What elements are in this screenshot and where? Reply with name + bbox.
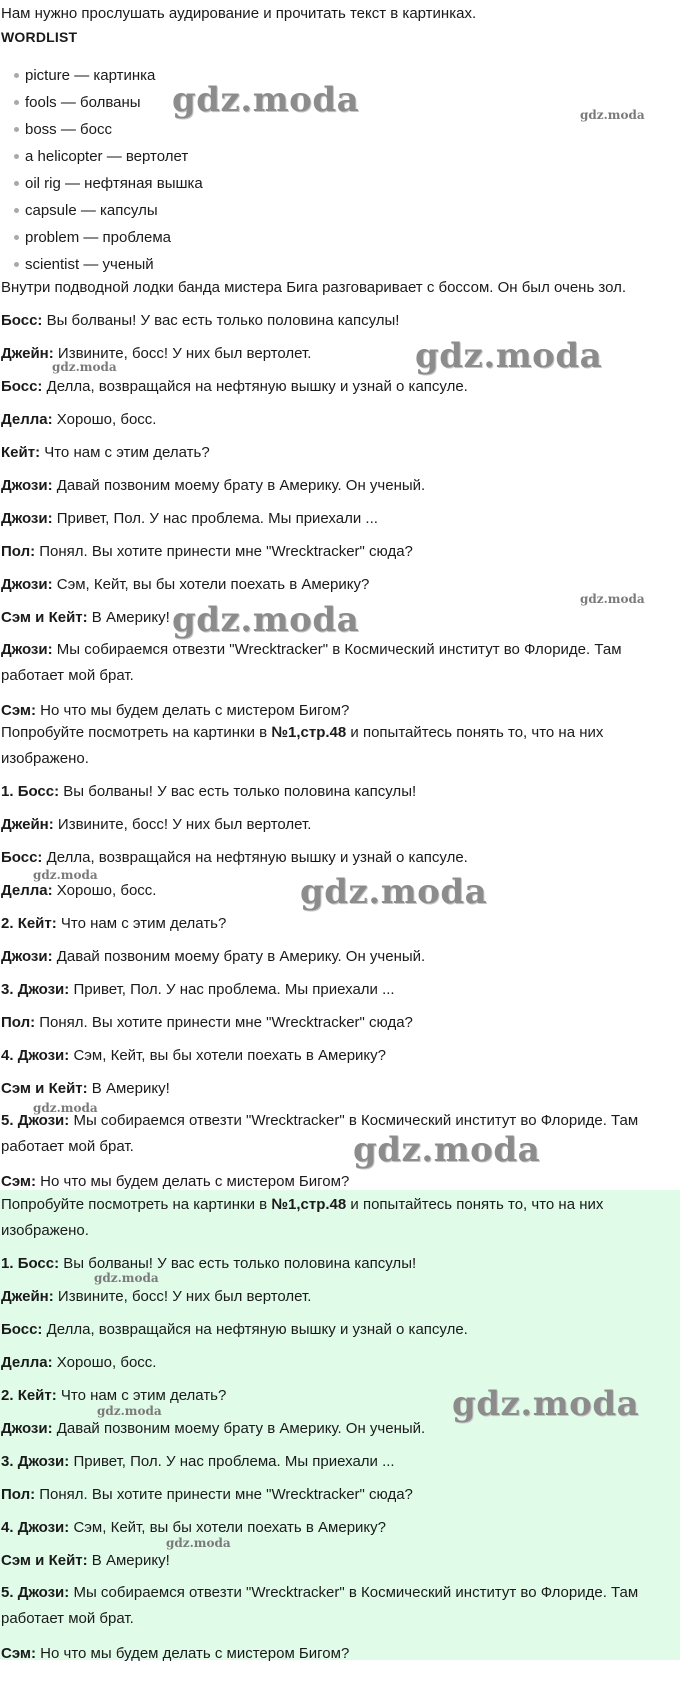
wordlist-item: oil rig — нефтяная вышка [14, 175, 203, 193]
dialogue-line: Пол: Понял. Вы хотите принести мне "Wrecktracker" сюда? [1, 543, 413, 560]
repeat-line: Пол: Понял. Вы хотите принести мне "Wrecktracker" сюда? [1, 1486, 413, 1503]
instruction-text-repeat: Попробуйте посмотреть на картинки в №1,стр.48 и попытайтесь понять то, что на них изображено. [1, 1196, 604, 1239]
numbered-line: Пол: Понял. Вы хотите принести мне "Wrecktracker" сюда? [1, 1014, 413, 1031]
dialogue-line: Сэм: Но что мы будем делать с мистером Бигом? [1, 702, 350, 719]
repeat-line: Сэм и Кейт: В Америку! [1, 1552, 170, 1569]
repeat-line: 5. Джози: Мы собираемся отвезти "Wrecktracker" в Космический институт во Флориде. Там работает мой брат. [1, 1584, 639, 1627]
watermark-logo: gdz.moda [452, 1384, 640, 1424]
numbered-line: Джейн: Извините, босс! У них был вертолет. [1, 816, 312, 833]
wordlist-item: boss — босс [14, 121, 112, 139]
dialogue-line: Кейт: Что нам с этим делать? [1, 444, 210, 461]
dialogue-line: Джози: Давай позвоним моему брату в Америку. Он ученый. [1, 477, 426, 494]
numbered-line: 4. Джози: Сэм, Кейт, вы бы хотели поехать в Америку? [1, 1047, 386, 1064]
watermark-logo: gdz.moda [172, 80, 360, 120]
repeat-line: Сэм: Но что мы будем делать с мистером Бигом? [1, 1645, 350, 1662]
wordlist-item: fools — болваны [14, 94, 141, 112]
repeat-line: Джейн: Извините, босс! У них был вертолет. [1, 1288, 312, 1305]
numbered-line: Джози: Давай позвоним моему брату в Америку. Он ученый. [1, 948, 426, 965]
dialogue-line: Джози: Мы собираемся отвезти "Wrecktracker" в Космический институт во Флориде. Там работает мой брат. [1, 641, 622, 684]
story-narration: Внутри подводной лодки банда мистера Бига разговаривает с боссом. Он был очень зол. [1, 279, 627, 296]
instruction-text: Попробуйте посмотреть на картинки в №1,стр.48 и попытайтесь понять то, что на них изображено. [1, 724, 604, 767]
dialogue-line: Джози: Сэм, Кейт, вы бы хотели поехать в Америку? [1, 576, 370, 593]
bullet-icon [14, 208, 19, 213]
bullet-icon [14, 154, 19, 159]
watermark-logo: gdz.moda [300, 872, 488, 912]
bullet-icon [14, 181, 19, 186]
repeat-line: Джози: Давай позвоним моему брату в Америку. Он ученый. [1, 1420, 426, 1437]
dialogue-line: Джейн: Извините, босс! У них был вертолет. [1, 345, 312, 362]
numbered-line: 3. Джози: Привет, Пол. У нас проблема. Мы приехали ... [1, 981, 395, 998]
numbered-line: Сэм: Но что мы будем делать с мистером Бигом? [1, 1173, 350, 1190]
watermark-small: gdz.moda [97, 1404, 162, 1418]
dialogue-line: Босс: Вы болваны! У вас есть только половина капсулы! [1, 312, 400, 329]
dialogue-line: Джози: Привет, Пол. У нас проблема. Мы приехали ... [1, 510, 378, 527]
dialogue-line: Делла: Хорошо, босс. [1, 411, 157, 428]
repeat-line: 1. Босс: Вы болваны! У вас есть только половина капсулы! [1, 1255, 417, 1272]
repeat-line: 2. Кейт: Что нам с этим делать? [1, 1387, 227, 1404]
watermark-small: gdz.moda [33, 868, 98, 882]
repeat-line: Делла: Хорошо, босс. [1, 1354, 157, 1371]
wordlist-item: picture — картинка [14, 67, 155, 85]
numbered-line: Делла: Хорошо, босс. [1, 882, 157, 899]
wordlist-item: scientist — ученый [14, 256, 154, 274]
dialogue-line: Сэм и Кейт: В Америку! [1, 609, 170, 626]
intro-text: Нам нужно прослушать аудирование и прочитать текст в картинках. [1, 5, 477, 22]
watermark-small: gdz.moda [166, 1536, 231, 1550]
numbered-line: 5. Джози: Мы собираемся отвезти "Wrecktracker" в Космический институт во Флориде. Там работает мой брат. [1, 1112, 639, 1155]
watermark-small: gdz.moda [94, 1271, 159, 1285]
dialogue-line: Босс: Делла, возвращайся на нефтяную вышку и узнай о капсуле. [1, 378, 468, 395]
wordlist-item: problem — проблема [14, 229, 171, 247]
bullet-icon [14, 100, 19, 105]
numbered-line: Босс: Делла, возвращайся на нефтяную вышку и узнай о капсуле. [1, 849, 468, 866]
watermark-logo: gdz.moda [172, 600, 360, 640]
repeat-line: 3. Джози: Привет, Пол. У нас проблема. Мы приехали ... [1, 1453, 395, 1470]
bullet-icon [14, 127, 19, 132]
repeat-line: Босс: Делла, возвращайся на нефтяную вышку и узнай о капсуле. [1, 1321, 468, 1338]
watermark-logo: gdz.moda [415, 336, 603, 376]
watermark-small: gdz.moda [52, 360, 117, 374]
wordlist-title: WORDLIST [1, 29, 78, 45]
watermark-small: gdz.moda [33, 1101, 98, 1115]
bullet-icon [14, 235, 19, 240]
bullet-icon [14, 262, 19, 267]
watermark-small: gdz.moda [580, 108, 645, 122]
watermark-small: gdz.moda [580, 592, 645, 606]
wordlist-item: a helicopter — вертолет [14, 148, 188, 166]
numbered-line: 2. Кейт: Что нам с этим делать? [1, 915, 227, 932]
bullet-icon [14, 73, 19, 78]
numbered-line: Сэм и Кейт: В Америку! [1, 1080, 170, 1097]
wordlist-item: capsule — капсулы [14, 202, 158, 220]
watermark-logo: gdz.moda [353, 1130, 541, 1170]
numbered-line: 1. Босс: Вы болваны! У вас есть только половина капсулы! [1, 783, 417, 800]
repeat-line: 4. Джози: Сэм, Кейт, вы бы хотели поехать в Америку? [1, 1519, 386, 1536]
